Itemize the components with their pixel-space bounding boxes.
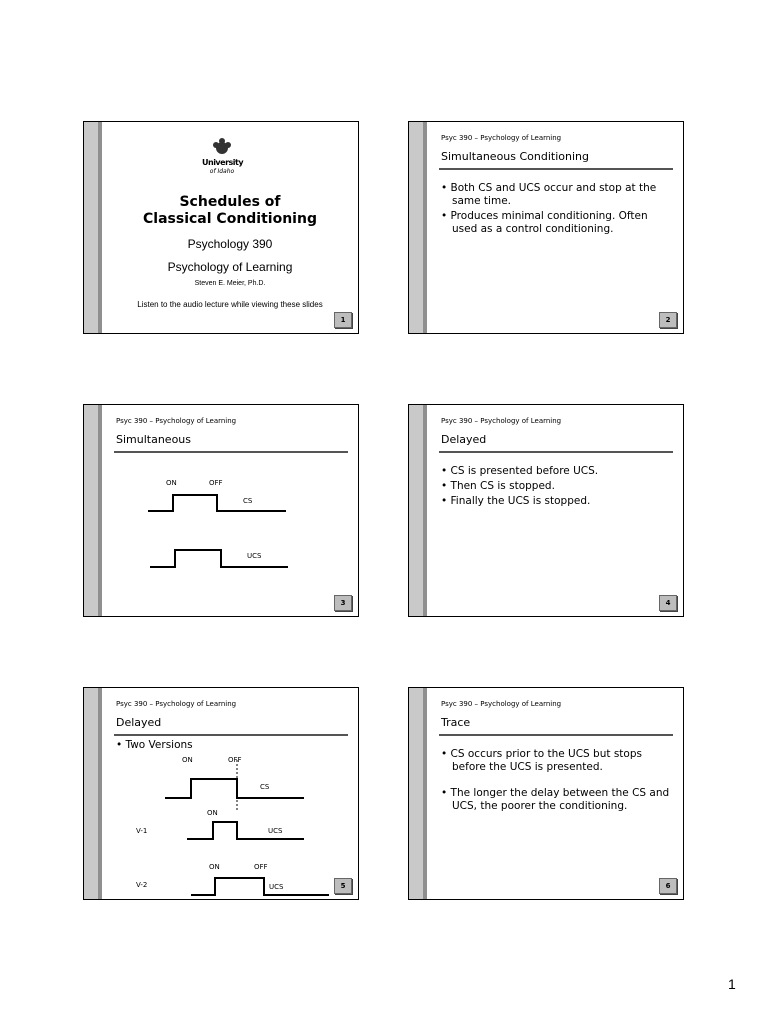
v2-label: V-2: [136, 881, 148, 889]
slide-4: [408, 404, 684, 617]
cs-label: CS: [243, 497, 253, 505]
slide-title: Simultaneous Conditioning: [441, 150, 590, 163]
v2-ucs-waveform: [191, 878, 329, 895]
slide-title: Simultaneous: [116, 433, 192, 446]
course-name: Psychology 390: [187, 237, 273, 251]
lecture-note: Listen to the audio lecture while viewing these slides: [137, 300, 323, 309]
slide-side-bar-dark: [423, 122, 427, 333]
v2-ucs-label: UCS: [269, 883, 284, 891]
slide-side-bar: [409, 122, 423, 333]
on-label: ON: [182, 756, 193, 764]
bullet-item: • Both CS and UCS occur and stop at the same time.: [441, 182, 673, 208]
slide-1: [83, 121, 359, 334]
slide-header: Psyc 390 – Psychology of Learning: [441, 134, 562, 142]
page-number: 1: [728, 976, 736, 992]
v1-on-label: ON: [207, 809, 218, 817]
slide-title: Delayed: [441, 433, 487, 446]
slide-side-bar: [409, 688, 423, 899]
slide-title-line-2: Classical Conditioning: [143, 211, 317, 227]
slide-3: [83, 404, 359, 617]
cs-waveform: [148, 495, 286, 511]
slide-side-bar-dark: [423, 688, 427, 899]
v2-off-label: OFF: [254, 863, 268, 871]
v2-on-label: ON: [209, 863, 220, 871]
bullet-list: [441, 182, 673, 236]
logo-text-2: of Idaho: [209, 168, 235, 175]
slide-side-bar: [84, 122, 98, 333]
slide-title-line-1: Schedules of: [179, 194, 281, 210]
slide-title: Delayed: [116, 716, 162, 729]
slide-header: Psyc 390 – Psychology of Learning: [116, 417, 237, 425]
title-rule: [439, 168, 673, 170]
slide-number: 6: [659, 878, 677, 894]
cs-label: CS: [260, 783, 270, 791]
slide-2: [408, 121, 684, 334]
off-label: OFF: [209, 479, 223, 487]
slide-side-bar: [409, 405, 423, 616]
slide-5: [83, 687, 359, 900]
bullet-item: • CS occurs prior to the UCS but stops before the UCS is presented.: [441, 748, 673, 774]
university-logo: [202, 138, 242, 178]
bullet-item: • Two Versions: [116, 739, 348, 752]
slide-header: Psyc 390 – Psychology of Learning: [441, 700, 562, 708]
bullet-item: • Then CS is stopped.: [441, 480, 673, 493]
bullet-list: [441, 748, 673, 813]
course-subtitle: Psychology of Learning: [167, 260, 293, 274]
slide-6: [408, 687, 684, 900]
timing-diagram: [84, 405, 359, 617]
off-label: OFF: [228, 756, 242, 764]
slide-number: 2: [659, 312, 677, 328]
slide-side-bar-dark: [423, 405, 427, 616]
bullet-item: • Finally the UCS is stopped.: [441, 495, 673, 508]
v1-ucs-waveform: [187, 822, 304, 839]
logo-text-1: University: [202, 158, 244, 167]
slide-title: Trace: [441, 716, 471, 729]
ucs-waveform: [150, 550, 288, 567]
v1-label: V-1: [136, 827, 148, 835]
timing-diagram: [84, 688, 359, 900]
title-rule: [439, 734, 673, 736]
cs-waveform: [165, 779, 304, 798]
slide-header: Psyc 390 – Psychology of Learning: [116, 700, 237, 708]
slide-header: Psyc 390 – Psychology of Learning: [441, 417, 562, 425]
bullet-item: • CS is presented before UCS.: [441, 465, 673, 478]
slide-number: 1: [334, 312, 352, 328]
bullet-item: • The longer the delay between the CS and UCS, the poorer the conditioning.: [441, 787, 673, 813]
ucs-label: UCS: [247, 552, 262, 560]
slide-number: 4: [659, 595, 677, 611]
slide-number: 5: [334, 878, 352, 894]
v1-ucs-label: UCS: [268, 827, 283, 835]
title-rule: [439, 451, 673, 453]
author-name: Steven E. Meier, Ph.D.: [194, 280, 266, 287]
bullet-list: [441, 465, 673, 508]
on-label: ON: [166, 479, 177, 487]
bullet-item: • Produces minimal conditioning. Often used as a control conditioning.: [441, 210, 673, 236]
slide-number: 3: [334, 595, 352, 611]
